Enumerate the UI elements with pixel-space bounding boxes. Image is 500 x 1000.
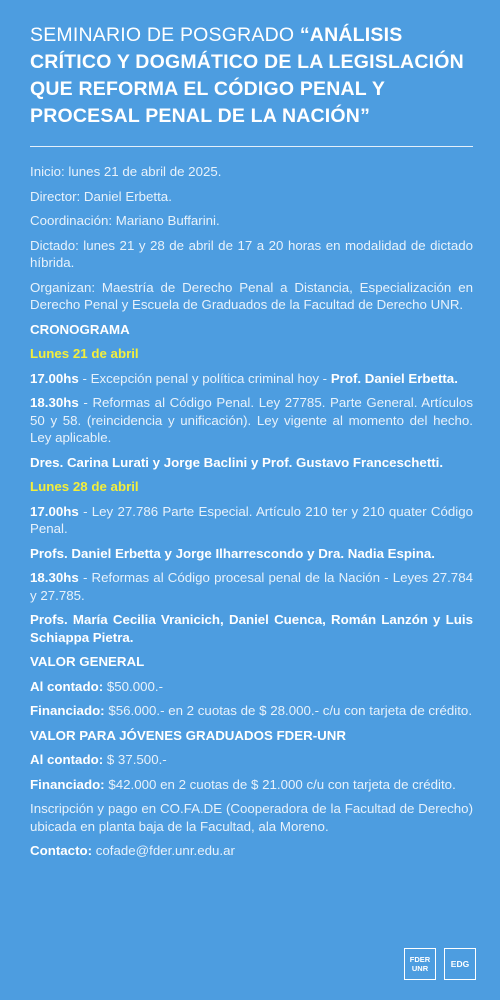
day2-speakers2 [30,611,473,646]
session-topic: - Ley 27.786 Parte Especial. Artículo 210 ter y 210 quater Código Penal. [30,503,473,536]
inscription-info: Inscripción y pago en CO.FA.DE (Cooperadora de la Facultad de Derecho) ubicada en planta baja de la Facultad, ala Moreno. [30,801,473,834]
session-topic: - Reformas al Código Penal. Ley 27785. Parte General. Artículos 50 y 58. (reincidencia y unificación). Ley vigente al momento del hecho. Ley aplicable. [30,395,473,445]
logos [404,948,476,980]
session-time: 18.30hs [30,570,79,585]
speakers-text: Dres. Carina Lurati y Jorge Baclini y Prof. Gustavo Franceschetti. [30,454,444,470]
day2-session2 [30,569,473,604]
session-time: 17.00hs [30,370,79,386]
speakers-text: Profs. María Cecilia Vranicich, Daniel Cuenca, Román Lanzón y Luis Schiappa Pietra. [30,612,473,645]
valor-jovenes-contado [30,751,473,769]
title-divider [30,146,473,147]
valor-general-contado [30,678,473,696]
fder-logo-line2: UNR [411,964,429,973]
session-time: 18.30hs [30,395,79,410]
title-lead: SEMINARIO DE POSGRADO [30,24,300,46]
organizers: Organizan: Maestría de Derecho Penal a Distancia, Especialización en Derecho Penal y Escuela de Graduados de la Facultad de Derecho UNR. [30,279,473,312]
seminar-title [30,22,473,130]
edg-logo-text: EDG [450,958,470,969]
coordination: Coordinación: Mariano Buffarini. [30,213,220,228]
day1-session2 [30,394,473,447]
contact-line [30,842,473,860]
price-label: Financiado: [30,703,105,718]
flyer-content [30,22,473,867]
cronograma-heading: CRONOGRAMA [30,321,130,337]
day2-session1 [30,503,473,538]
price-value: $42.000 en 2 cuotas de $ 21.000 c/u con tarjeta de crédito. [104,776,456,792]
session-topic: - Reformas al Código procesal penal de la Nación - Leyes 27.784 y 27.785. [30,570,473,603]
valor-jovenes-heading: VALOR PARA JÓVENES GRADUADOS FDER-UNR [30,727,346,743]
schedule-modality: Dictado: lunes 21 y 28 de abril de 17 a 20 horas en modalidad de dictado híbrida. [30,237,473,270]
start-date: Inicio: lunes 21 de abril de 2025. [30,164,222,179]
fder-logo-line1: FDER [409,955,431,964]
day2-speakers1 [30,545,473,563]
price-value: $56.000.- en 2 cuotas de $ 28.000.- c/u con tarjeta de crédito. [104,703,473,718]
contact-email-link[interactable]: cofade@fder.unr.edu.ar [92,843,235,858]
session-topic: - Excepción penal y política criminal hoy - [78,370,331,386]
edg-logo [444,948,476,980]
price-label: Financiado: [30,776,105,792]
day1-date: Lunes 21 de abril [30,346,139,361]
price-label: Al contado: [30,752,104,767]
contact-label: Contacto: [30,843,93,858]
fder-unr-logo [404,948,436,980]
day2-date: Lunes 28 de abril [30,479,139,494]
session-time: 17.00hs [30,503,79,519]
day1-speakers [30,454,473,472]
title-name: “ANÁLISIS CRÍTICO Y DOGMÁTICO DE LA LEGISLACIÓN QUE REFORMA EL CÓDIGO PENAL Y PROCESAL PENAL DE LA NACIÓN” [30,24,464,127]
price-value: $50.000.- [103,678,164,694]
director: Director: Daniel Erbetta. [30,188,172,204]
valor-jovenes-financiado [30,776,473,794]
price-value: $ 37.500.- [103,752,167,767]
valor-general-financiado [30,702,473,720]
valor-general-heading: VALOR GENERAL [30,654,145,669]
price-label: Al contado: [30,678,104,694]
speakers-text: Profs. Daniel Erbetta y Jorge Ilharrescondo y Dra. Nadia Espina. [30,545,435,561]
session-speaker: Prof. Daniel Erbetta. [330,370,458,386]
day1-session1 [30,370,473,388]
